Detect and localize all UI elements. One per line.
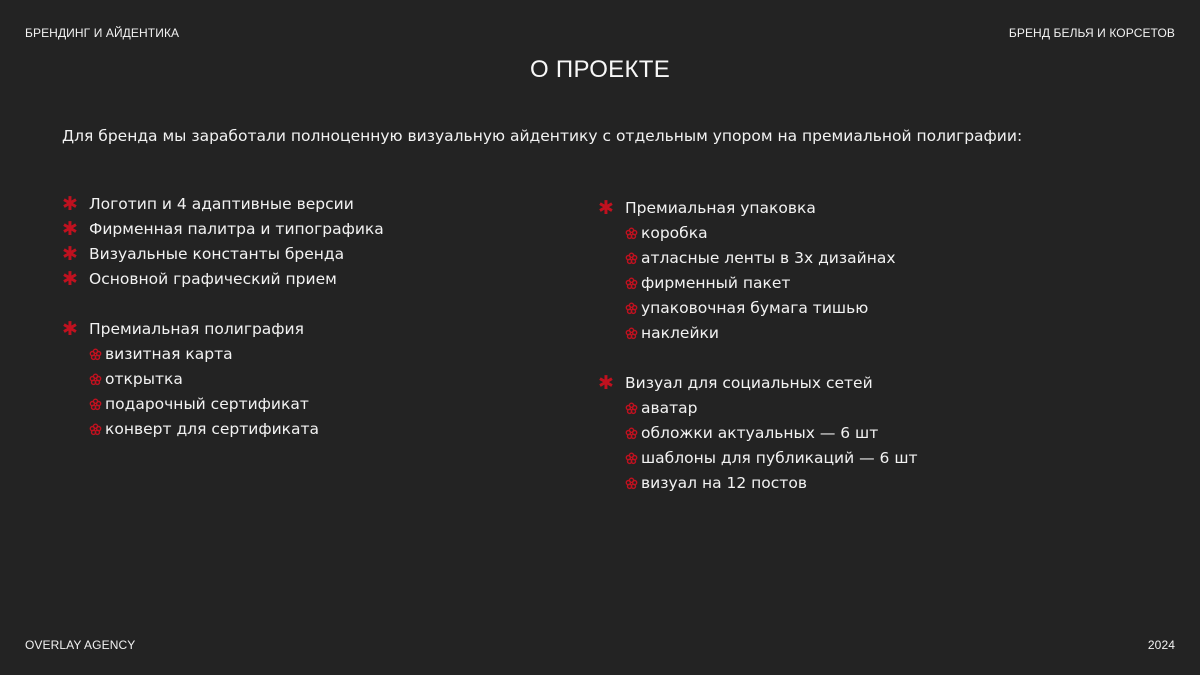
asterisk-icon: ✱ (62, 318, 78, 340)
sub-list-item-label: аватар (641, 399, 698, 417)
right-column (598, 196, 1078, 496)
flower-icon (625, 446, 641, 471)
flower-icon (89, 417, 105, 442)
sub-list-item-label: шаблоны для публикаций — 6 шт (641, 449, 918, 467)
sub-list-item (598, 246, 1078, 271)
list-item (62, 217, 542, 242)
sub-list-item-label: фирменный пакет (641, 274, 791, 292)
sub-list-item-label: упаковочная бумага тишью (641, 299, 869, 317)
flower-icon (625, 396, 641, 421)
sub-list-item (62, 342, 542, 367)
sub-list-item (62, 392, 542, 417)
sub-list-item-label: визуал на 12 постов (641, 474, 807, 492)
sub-list-item (598, 471, 1078, 496)
sub-list-item-label: атласные ленты в 3х дизайнах (641, 249, 896, 267)
page-title: О ПРОЕКТЕ (529, 56, 671, 83)
sub-list-item-label: коробка (641, 224, 708, 242)
asterisk-icon: ✱ (598, 197, 614, 219)
asterisk-icon: ✱ (62, 193, 78, 215)
list-item (62, 192, 542, 217)
list-item (62, 267, 542, 292)
flower-icon (89, 367, 105, 392)
sub-list-item (62, 367, 542, 392)
sub-list-item (598, 296, 1078, 321)
flower-icon (625, 221, 641, 246)
list-item (62, 242, 542, 267)
flower-icon (625, 421, 641, 446)
sub-list-item-label: конверт для сертификата (105, 420, 320, 438)
list-item-label: Фирменная палитра и типографика (89, 220, 384, 238)
sub-list-item (598, 321, 1078, 346)
sub-list-item-label: обложки актуальных — 6 шт (641, 424, 879, 442)
asterisk-icon: ✱ (62, 218, 78, 240)
list-group-title (598, 196, 1078, 221)
list-item-label: Визуальные константы бренда (89, 245, 345, 263)
sub-list-item-label: визитная карта (105, 345, 233, 363)
sub-list-item (598, 421, 1078, 446)
footer-right-label: 2024 (1147, 638, 1175, 652)
sub-list-item (598, 221, 1078, 246)
flower-icon (625, 296, 641, 321)
list-item-label: Премиальная полиграфия (89, 320, 304, 338)
list-item-label: Основной графический прием (89, 270, 337, 288)
sub-list-item-label: подарочный сертификат (105, 395, 309, 413)
sub-list-item (62, 417, 542, 442)
sub-list-item-label: открытка (105, 370, 183, 388)
list-item-label: Визуал для социальных сетей (625, 374, 873, 392)
left-column (62, 192, 542, 442)
flower-icon (625, 471, 641, 496)
header-right-label: БРЕНД БЕЛЬЯ И КОРСЕТОВ (1008, 26, 1175, 40)
header-left-label: БРЕНДИНГ И АЙДЕНТИКА (25, 26, 180, 40)
footer-left-label: OVERLAY AGENCY (25, 638, 136, 652)
flower-icon (625, 246, 641, 271)
asterisk-icon: ✱ (62, 268, 78, 290)
sub-list-item (598, 271, 1078, 296)
list-group-title (62, 317, 542, 342)
flower-icon (89, 392, 105, 417)
intro-text: Для бренда мы заработали полноценную визуальную айдентику с отдельным упором на премиальной полиграфии: (62, 127, 1023, 145)
asterisk-icon: ✱ (598, 372, 614, 394)
flower-icon (89, 342, 105, 367)
list-item-label: Премиальная упаковка (625, 199, 816, 217)
sub-list-item (598, 446, 1078, 471)
sub-list-item (598, 396, 1078, 421)
list-item-label: Логотип и 4 адаптивные версии (89, 195, 354, 213)
sub-list-item-label: наклейки (641, 324, 719, 342)
asterisk-icon: ✱ (62, 243, 78, 265)
list-group-title (598, 371, 1078, 396)
flower-icon (625, 271, 641, 296)
flower-icon (625, 321, 641, 346)
